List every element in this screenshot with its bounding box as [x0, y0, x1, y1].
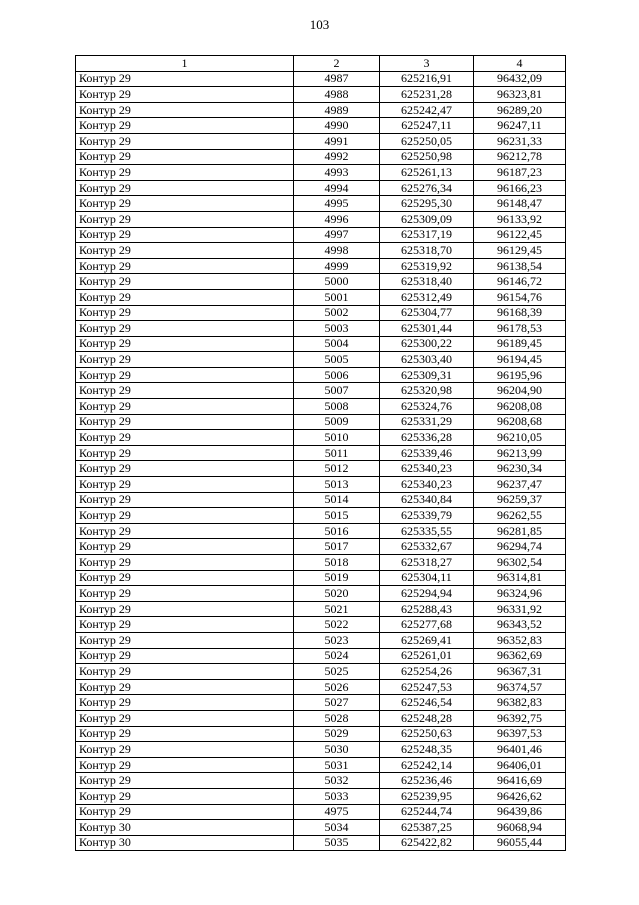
y-coordinate-cell: 96343,52 [474, 617, 566, 633]
contour-cell: Контур 29 [76, 508, 294, 524]
point-number-cell: 5035 [294, 835, 380, 851]
table-row [76, 414, 566, 430]
x-coordinate-cell: 625261,01 [380, 648, 474, 664]
x-coordinate-cell: 625309,31 [380, 367, 474, 383]
point-number-cell: 4993 [294, 165, 380, 181]
x-coordinate-cell: 625340,23 [380, 477, 474, 493]
y-coordinate-cell: 96331,92 [474, 601, 566, 617]
y-coordinate-cell: 96230,34 [474, 461, 566, 477]
table-row [76, 149, 566, 165]
x-coordinate-cell: 625324,76 [380, 399, 474, 415]
point-number-cell: 5021 [294, 601, 380, 617]
table-row [76, 243, 566, 259]
y-coordinate-cell: 96302,54 [474, 555, 566, 571]
y-coordinate-cell: 96138,54 [474, 258, 566, 274]
point-number-cell: 5027 [294, 695, 380, 711]
x-coordinate-cell: 625320,98 [380, 383, 474, 399]
x-coordinate-cell: 625340,84 [380, 492, 474, 508]
x-coordinate-cell: 625301,44 [380, 321, 474, 337]
table-row [76, 477, 566, 493]
table-row [76, 710, 566, 726]
x-coordinate-cell: 625248,35 [380, 742, 474, 758]
x-coordinate-cell: 625250,98 [380, 149, 474, 165]
table-row [76, 508, 566, 524]
x-coordinate-cell: 625261,13 [380, 165, 474, 181]
contour-cell: Контур 29 [76, 118, 294, 134]
x-coordinate-cell: 625248,28 [380, 710, 474, 726]
x-coordinate-cell: 625231,28 [380, 87, 474, 103]
point-number-cell: 5028 [294, 710, 380, 726]
x-coordinate-cell: 625304,77 [380, 305, 474, 321]
y-coordinate-cell: 96213,99 [474, 445, 566, 461]
table-row [76, 196, 566, 212]
x-coordinate-cell: 625319,92 [380, 258, 474, 274]
table-row [76, 399, 566, 415]
point-number-cell: 5031 [294, 757, 380, 773]
contour-cell: Контур 29 [76, 352, 294, 368]
table-row [76, 835, 566, 851]
contour-cell: Контур 29 [76, 710, 294, 726]
contour-cell: Контур 29 [76, 617, 294, 633]
contour-cell: Контур 29 [76, 726, 294, 742]
table-row [76, 274, 566, 290]
contour-cell: Контур 29 [76, 258, 294, 274]
x-coordinate-cell: 625331,29 [380, 414, 474, 430]
point-number-cell: 5020 [294, 586, 380, 602]
contour-cell: Контур 29 [76, 492, 294, 508]
y-coordinate-cell: 96262,55 [474, 508, 566, 524]
table-row [76, 742, 566, 758]
point-number-cell: 4999 [294, 258, 380, 274]
table-row [76, 71, 566, 87]
table-row [76, 321, 566, 337]
table-row [76, 664, 566, 680]
point-number-cell: 5029 [294, 726, 380, 742]
x-coordinate-cell: 625247,11 [380, 118, 474, 134]
y-coordinate-cell: 96189,45 [474, 336, 566, 352]
contour-cell: Контур 29 [76, 165, 294, 181]
y-coordinate-cell: 96146,72 [474, 274, 566, 290]
y-coordinate-cell: 96401,46 [474, 742, 566, 758]
point-number-cell: 4995 [294, 196, 380, 212]
y-coordinate-cell: 96281,85 [474, 523, 566, 539]
x-coordinate-cell: 625295,30 [380, 196, 474, 212]
table-row [76, 757, 566, 773]
contour-cell: Контур 30 [76, 835, 294, 851]
point-number-cell: 5013 [294, 477, 380, 493]
table-row [76, 258, 566, 274]
table-row [76, 726, 566, 742]
y-coordinate-cell: 96129,45 [474, 243, 566, 259]
table-row [76, 367, 566, 383]
contour-cell: Контур 29 [76, 274, 294, 290]
point-number-cell: 5006 [294, 367, 380, 383]
y-coordinate-cell: 96055,44 [474, 835, 566, 851]
x-coordinate-cell: 625303,40 [380, 352, 474, 368]
contour-cell: Контур 29 [76, 399, 294, 415]
contour-cell: Контур 29 [76, 477, 294, 493]
table-row [76, 523, 566, 539]
table-row [76, 695, 566, 711]
point-number-cell: 5017 [294, 539, 380, 555]
point-number-cell: 4997 [294, 227, 380, 243]
contour-cell: Контур 29 [76, 445, 294, 461]
point-number-cell: 5033 [294, 788, 380, 804]
contour-cell: Контур 29 [76, 664, 294, 680]
point-number-cell: 5003 [294, 321, 380, 337]
contour-cell: Контур 29 [76, 430, 294, 446]
contour-cell: Контур 30 [76, 820, 294, 836]
contour-cell: Контур 29 [76, 757, 294, 773]
x-coordinate-cell: 625336,28 [380, 430, 474, 446]
point-number-cell: 5019 [294, 570, 380, 586]
point-number-cell: 5002 [294, 305, 380, 321]
x-coordinate-cell: 625339,79 [380, 508, 474, 524]
table-row [76, 352, 566, 368]
point-number-cell: 4988 [294, 87, 380, 103]
y-coordinate-cell: 96195,96 [474, 367, 566, 383]
point-number-cell: 5024 [294, 648, 380, 664]
x-coordinate-cell: 625250,63 [380, 726, 474, 742]
y-coordinate-cell: 96416,69 [474, 773, 566, 789]
table-row [76, 539, 566, 555]
x-coordinate-cell: 625335,55 [380, 523, 474, 539]
table-row [76, 118, 566, 134]
contour-cell: Контур 29 [76, 539, 294, 555]
point-number-cell: 5010 [294, 430, 380, 446]
table-row [76, 336, 566, 352]
y-coordinate-cell: 96210,05 [474, 430, 566, 446]
table-row [76, 632, 566, 648]
contour-cell: Контур 29 [76, 289, 294, 305]
table-row [76, 601, 566, 617]
x-coordinate-cell: 625339,46 [380, 445, 474, 461]
y-coordinate-cell: 96323,81 [474, 87, 566, 103]
y-coordinate-cell: 96133,92 [474, 211, 566, 227]
contour-cell: Контур 29 [76, 742, 294, 758]
x-coordinate-cell: 625246,54 [380, 695, 474, 711]
y-coordinate-cell: 96352,83 [474, 632, 566, 648]
contour-cell: Контур 29 [76, 243, 294, 259]
table-header-row [76, 56, 566, 72]
y-coordinate-cell: 96208,08 [474, 399, 566, 415]
table-row [76, 383, 566, 399]
point-number-cell: 5016 [294, 523, 380, 539]
contour-cell: Контур 29 [76, 555, 294, 571]
point-number-cell: 5023 [294, 632, 380, 648]
y-coordinate-cell: 96314,81 [474, 570, 566, 586]
contour-cell: Контур 29 [76, 695, 294, 711]
point-number-cell: 5015 [294, 508, 380, 524]
x-coordinate-cell: 625387,25 [380, 820, 474, 836]
point-number-cell: 5026 [294, 679, 380, 695]
y-coordinate-cell: 96204,90 [474, 383, 566, 399]
y-coordinate-cell: 96178,53 [474, 321, 566, 337]
y-coordinate-cell: 96432,09 [474, 71, 566, 87]
point-number-cell: 5032 [294, 773, 380, 789]
contour-cell: Контур 29 [76, 196, 294, 212]
contour-cell: Контур 29 [76, 180, 294, 196]
y-coordinate-cell: 96212,78 [474, 149, 566, 165]
table-row [76, 570, 566, 586]
y-coordinate-cell: 96362,69 [474, 648, 566, 664]
point-number-cell: 4989 [294, 102, 380, 118]
x-coordinate-cell: 625277,68 [380, 617, 474, 633]
y-coordinate-cell: 96247,11 [474, 118, 566, 134]
table-row [76, 492, 566, 508]
x-coordinate-cell: 625422,82 [380, 835, 474, 851]
y-coordinate-cell: 96187,23 [474, 165, 566, 181]
contour-cell: Контур 29 [76, 601, 294, 617]
x-coordinate-cell: 625294,94 [380, 586, 474, 602]
contour-cell: Контур 29 [76, 133, 294, 149]
y-coordinate-cell: 96237,47 [474, 477, 566, 493]
x-coordinate-cell: 625340,23 [380, 461, 474, 477]
point-number-cell: 5001 [294, 289, 380, 305]
contour-cell: Контур 29 [76, 804, 294, 820]
y-coordinate-cell: 96294,74 [474, 539, 566, 555]
table-row [76, 289, 566, 305]
y-coordinate-cell: 96208,68 [474, 414, 566, 430]
x-coordinate-cell: 625318,27 [380, 555, 474, 571]
point-number-cell: 5011 [294, 445, 380, 461]
y-coordinate-cell: 96068,94 [474, 820, 566, 836]
x-coordinate-cell: 625300,22 [380, 336, 474, 352]
point-number-cell: 4975 [294, 804, 380, 820]
table-row [76, 820, 566, 836]
table-row [76, 133, 566, 149]
x-coordinate-cell: 625332,67 [380, 539, 474, 555]
y-coordinate-cell: 96397,53 [474, 726, 566, 742]
point-number-cell: 5007 [294, 383, 380, 399]
point-number-cell: 5034 [294, 820, 380, 836]
contour-cell: Контур 29 [76, 679, 294, 695]
point-number-cell: 5000 [294, 274, 380, 290]
table-row [76, 788, 566, 804]
x-coordinate-cell: 625247,53 [380, 679, 474, 695]
y-coordinate-cell: 96392,75 [474, 710, 566, 726]
contour-cell: Контур 29 [76, 788, 294, 804]
y-coordinate-cell: 96324,96 [474, 586, 566, 602]
table-row [76, 211, 566, 227]
point-number-cell: 4996 [294, 211, 380, 227]
point-number-cell: 4991 [294, 133, 380, 149]
table-row [76, 180, 566, 196]
contour-cell: Контур 29 [76, 648, 294, 664]
table-row [76, 773, 566, 789]
contour-cell: Контур 29 [76, 414, 294, 430]
table-row [76, 648, 566, 664]
table-row [76, 87, 566, 103]
y-coordinate-cell: 96289,20 [474, 102, 566, 118]
y-coordinate-cell: 96148,47 [474, 196, 566, 212]
contour-cell: Контур 29 [76, 71, 294, 87]
contour-cell: Контур 29 [76, 102, 294, 118]
contour-cell: Контур 29 [76, 227, 294, 243]
column-header-1: 1 [76, 56, 294, 72]
contour-cell: Контур 29 [76, 383, 294, 399]
table-row [76, 227, 566, 243]
table-row [76, 165, 566, 181]
point-number-cell: 5025 [294, 664, 380, 680]
table-row [76, 679, 566, 695]
y-coordinate-cell: 96168,39 [474, 305, 566, 321]
x-coordinate-cell: 625276,34 [380, 180, 474, 196]
point-number-cell: 5009 [294, 414, 380, 430]
x-coordinate-cell: 625239,95 [380, 788, 474, 804]
contour-cell: Контур 29 [76, 305, 294, 321]
contour-cell: Контур 29 [76, 632, 294, 648]
x-coordinate-cell: 625312,49 [380, 289, 474, 305]
contour-cell: Контур 29 [76, 87, 294, 103]
y-coordinate-cell: 96439,86 [474, 804, 566, 820]
point-number-cell: 5005 [294, 352, 380, 368]
x-coordinate-cell: 625216,91 [380, 71, 474, 87]
point-number-cell: 5004 [294, 336, 380, 352]
y-coordinate-cell: 96406,01 [474, 757, 566, 773]
column-header-3: 3 [380, 56, 474, 72]
contour-cell: Контур 29 [76, 586, 294, 602]
x-coordinate-cell: 625242,47 [380, 102, 474, 118]
point-number-cell: 5030 [294, 742, 380, 758]
table-body [76, 71, 566, 851]
contour-cell: Контур 29 [76, 321, 294, 337]
y-coordinate-cell: 96166,23 [474, 180, 566, 196]
table-row [76, 461, 566, 477]
table-row [76, 445, 566, 461]
y-coordinate-cell: 96154,76 [474, 289, 566, 305]
y-coordinate-cell: 96122,45 [474, 227, 566, 243]
table-row [76, 555, 566, 571]
table-row [76, 305, 566, 321]
contour-cell: Контур 29 [76, 570, 294, 586]
point-number-cell: 4992 [294, 149, 380, 165]
table-row [76, 430, 566, 446]
page-number: 103 [309, 17, 330, 32]
x-coordinate-cell: 625236,46 [380, 773, 474, 789]
x-coordinate-cell: 625317,19 [380, 227, 474, 243]
point-number-cell: 4990 [294, 118, 380, 134]
x-coordinate-cell: 625254,26 [380, 664, 474, 680]
point-number-cell: 5008 [294, 399, 380, 415]
y-coordinate-cell: 96194,45 [474, 352, 566, 368]
table-row [76, 102, 566, 118]
column-header-4: 4 [474, 56, 566, 72]
point-number-cell: 4998 [294, 243, 380, 259]
contour-cell: Контур 29 [76, 149, 294, 165]
coordinates-table [75, 55, 566, 851]
contour-cell: Контур 29 [76, 523, 294, 539]
contour-cell: Контур 29 [76, 461, 294, 477]
y-coordinate-cell: 96259,37 [474, 492, 566, 508]
point-number-cell: 5022 [294, 617, 380, 633]
contour-cell: Контур 29 [76, 367, 294, 383]
y-coordinate-cell: 96426,62 [474, 788, 566, 804]
x-coordinate-cell: 625250,05 [380, 133, 474, 149]
table-row [76, 586, 566, 602]
y-coordinate-cell: 96231,33 [474, 133, 566, 149]
table-row [76, 804, 566, 820]
table-row [76, 617, 566, 633]
point-number-cell: 4994 [294, 180, 380, 196]
contour-cell: Контур 29 [76, 336, 294, 352]
x-coordinate-cell: 625242,14 [380, 757, 474, 773]
point-number-cell: 5018 [294, 555, 380, 571]
x-coordinate-cell: 625318,70 [380, 243, 474, 259]
point-number-cell: 4987 [294, 71, 380, 87]
x-coordinate-cell: 625309,09 [380, 211, 474, 227]
y-coordinate-cell: 96382,83 [474, 695, 566, 711]
contour-cell: Контур 29 [76, 773, 294, 789]
x-coordinate-cell: 625318,40 [380, 274, 474, 290]
x-coordinate-cell: 625244,74 [380, 804, 474, 820]
point-number-cell: 5012 [294, 461, 380, 477]
column-header-2: 2 [294, 56, 380, 72]
x-coordinate-cell: 625288,43 [380, 601, 474, 617]
x-coordinate-cell: 625304,11 [380, 570, 474, 586]
y-coordinate-cell: 96367,31 [474, 664, 566, 680]
point-number-cell: 5014 [294, 492, 380, 508]
contour-cell: Контур 29 [76, 211, 294, 227]
y-coordinate-cell: 96374,57 [474, 679, 566, 695]
x-coordinate-cell: 625269,41 [380, 632, 474, 648]
